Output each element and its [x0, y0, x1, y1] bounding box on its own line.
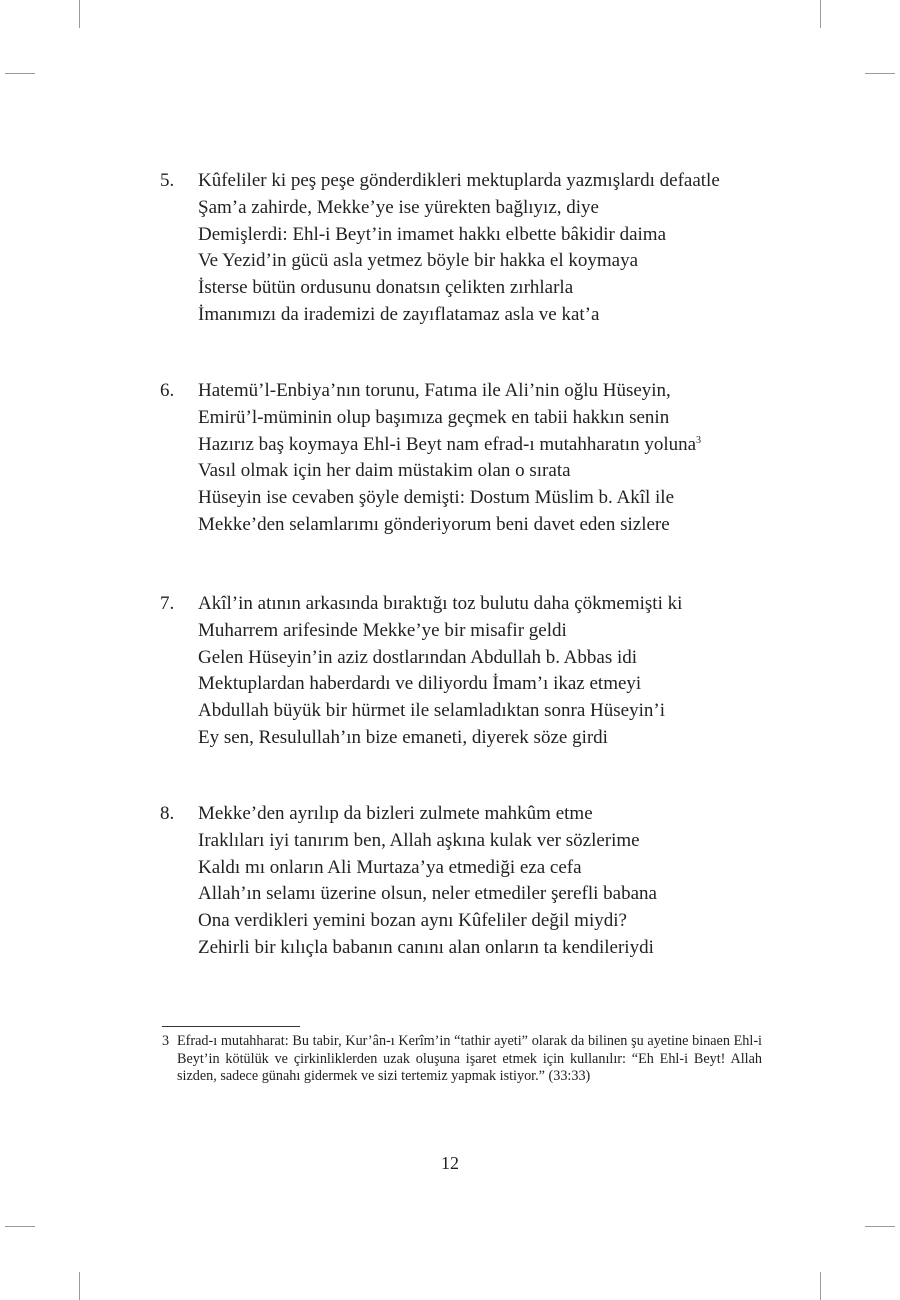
verse-line: Emirü’l-müminin olup başımıza geçmek en tabii hakkın senin [198, 406, 670, 428]
verse-line: Ey sen, Resulullah’ın bize emaneti, diyerek söze girdi [198, 726, 608, 748]
verse-line: Kûfeliler ki peş peşe gönderdikleri mektuplarda yazmışlardı defaatle [198, 170, 720, 191]
footnote-ref: 3 [696, 434, 702, 446]
verse-line: Ona verdikleri yemini bozan aynı Kûfeliler değil miydi? [198, 910, 627, 932]
crop-mark [79, 0, 80, 28]
verse-line-text: Hazırız baş koymaya Ehl-i Beyt nam efrad-ı mutahharatın yoluna [198, 433, 697, 455]
stanza-number: 6. [160, 380, 175, 401]
verse-line: Vasıl olmak için her daim müstakim olan o sırata [198, 460, 571, 482]
crop-mark [820, 1272, 821, 1300]
page-number: 12 [441, 1153, 459, 1173]
crop-mark [5, 73, 35, 74]
footnote-rule [162, 1026, 300, 1027]
footnote-number: 3 [162, 1033, 170, 1049]
verse-line: İmanımızı da irademizi de zayıflatamaz asla ve kat’a [198, 303, 600, 325]
verse-line [198, 432, 701, 459]
stanza-number: 8. [160, 803, 175, 824]
verse-line: Akîl’in atının arkasında bıraktığı toz bulutu daha çökmemişti ki [198, 593, 683, 614]
crop-mark [5, 1226, 35, 1227]
verse-line: Mektuplardan haberdardı ve diliyordu İmam’ı ikaz etmeyi [198, 673, 642, 695]
verse-line: Kaldı mı onların Ali Murtaza’ya etmediği eza cefa [198, 856, 582, 878]
crop-mark [865, 1226, 895, 1227]
footnote [162, 1033, 762, 1086]
verse-line: Mekke’den ayrılıp da bizleri zulmete mahkûm etme [198, 803, 593, 824]
verse-line: Şam’a zahirde, Mekke’ye ise yürekten bağlıyız, diye [198, 196, 599, 218]
verse-line: Gelen Hüseyin’in aziz dostlarından Abdullah b. Abbas idi [198, 646, 638, 668]
crop-mark [820, 0, 821, 28]
verse-line: Hüseyin ise cevaben şöyle demişti: Dostum Müslim b. Akîl ile [198, 487, 675, 509]
verse-line: Ve Yezid’in gücü asla yetmez böyle bir hakka el koymaya [198, 250, 639, 272]
crop-mark [865, 73, 895, 74]
verse-line: Allah’ın selamı üzerine olsun, neler etmediler şerefli babana [198, 883, 657, 905]
verse-line: Abdullah büyük bir hürmet ile selamladıktan sonra Hüseyin’i [198, 700, 665, 722]
crop-mark [79, 1272, 80, 1300]
stanza-number: 5. [160, 170, 175, 191]
verse-line: Muharrem arifesinde Mekke’ye bir misafir geldi [198, 619, 567, 641]
verse-line: Zehirli bir kılıçla babanın canını alan onların ta kendileriydi [198, 936, 654, 958]
verse-line: Iraklıları iyi tanırım ben, Allah aşkına kulak ver sözlerime [198, 829, 640, 851]
verse-line: Demişlerdi: Ehl-i Beyt’in imamet hakkı elbette bâkidir daima [198, 223, 667, 245]
verse-line: Hatemü’l-Enbiya’nın torunu, Fatıma ile Ali’nin oğlu Hüseyin, [198, 380, 671, 401]
verse-line: İsterse bütün ordusunu donatsın çelikten zırhlarla [198, 277, 574, 299]
footnote-text: Efrad-ı mutahharat: Bu tabir, Kur’ân-ı Kerîm’in “tathir ayeti” olarak da bilinen şu ayetine binaen Ehl-i Beyt’in kötülük ve çirkinliklerden uzak oluşuna işaret etmek için kullanılır: “Eh Ehl-i Beyt! Allah sizden, sadece günahı gidermek ve sizi tertemiz yapmak istiyor.” (33:33) [177, 1033, 762, 1084]
stanza-number: 7. [160, 593, 175, 614]
verse-line: Mekke’den selamlarımı gönderiyorum beni davet eden sizlere [198, 513, 670, 535]
